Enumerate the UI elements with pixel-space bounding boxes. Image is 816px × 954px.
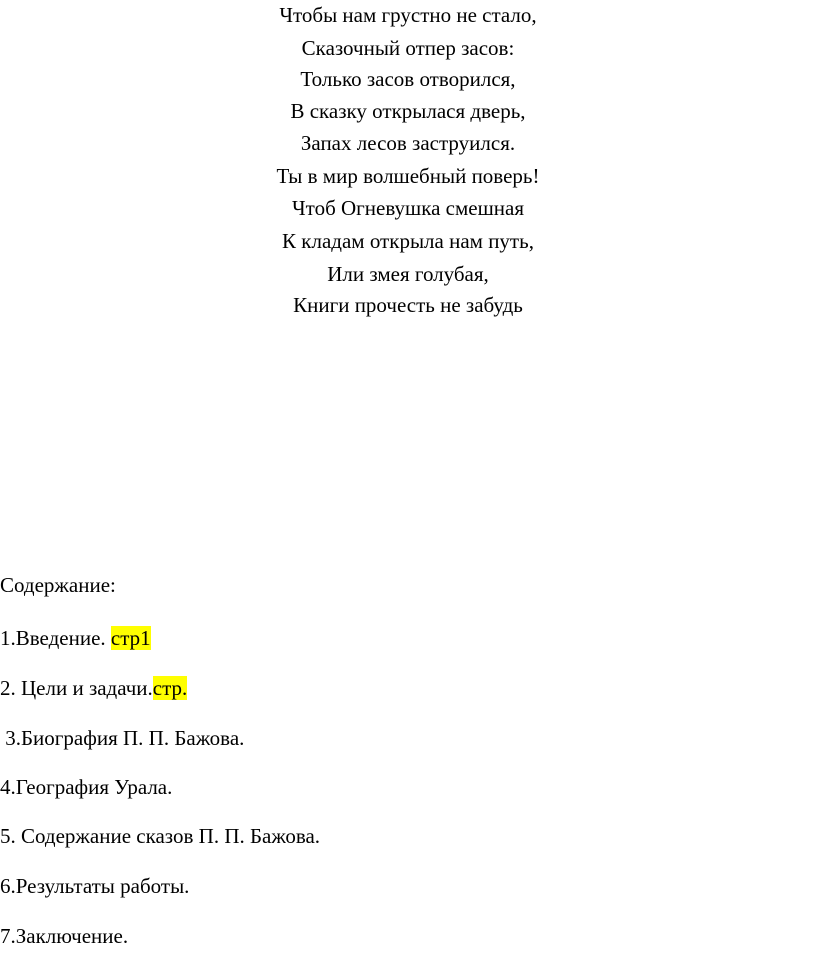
poem-line: К кладам открыла нам путь, bbox=[282, 229, 534, 253]
poem-line: Сказочный отпер засов: bbox=[301, 36, 515, 60]
poem-line: Чтобы нам грустно не стало, bbox=[279, 3, 537, 27]
toc-item-label: 2. Цели и задачи. bbox=[0, 676, 153, 700]
toc-title: Содержание: bbox=[0, 573, 116, 597]
toc-item-label: 4.География Урала. bbox=[0, 775, 173, 799]
toc-item-label: 7.Заключение. bbox=[0, 924, 129, 948]
toc-item bbox=[0, 872, 189, 900]
toc-page-highlight: стр1 bbox=[110, 626, 151, 650]
toc-item bbox=[0, 724, 244, 752]
toc-item bbox=[0, 822, 320, 850]
poem-line: В сказку открылася дверь, bbox=[290, 99, 526, 123]
poem-line: Только засов отворился, bbox=[300, 67, 516, 91]
toc-item-label: 3.Биография П. П. Бажова. bbox=[0, 726, 245, 750]
poem-line: Ты в мир волшебный поверь! bbox=[276, 164, 540, 188]
poem-line: Запах лесов заструился. bbox=[300, 131, 516, 155]
toc-item bbox=[0, 674, 187, 702]
toc-item bbox=[0, 922, 128, 950]
toc-page-highlight: стр. bbox=[152, 676, 188, 700]
toc-item-label: 6.Результаты работы. bbox=[0, 874, 190, 898]
toc-item bbox=[0, 773, 172, 801]
poem-line: Книги прочесть не забудь bbox=[293, 293, 523, 317]
toc-item-label: 5. Содержание сказов П. П. Бажова. bbox=[0, 824, 321, 848]
toc-item bbox=[0, 624, 151, 652]
poem-line: Или змея голубая, bbox=[327, 262, 489, 286]
poem-line: Чтоб Огневушка смешная bbox=[292, 196, 524, 220]
toc-item-label: 1.Введение. bbox=[0, 626, 111, 650]
